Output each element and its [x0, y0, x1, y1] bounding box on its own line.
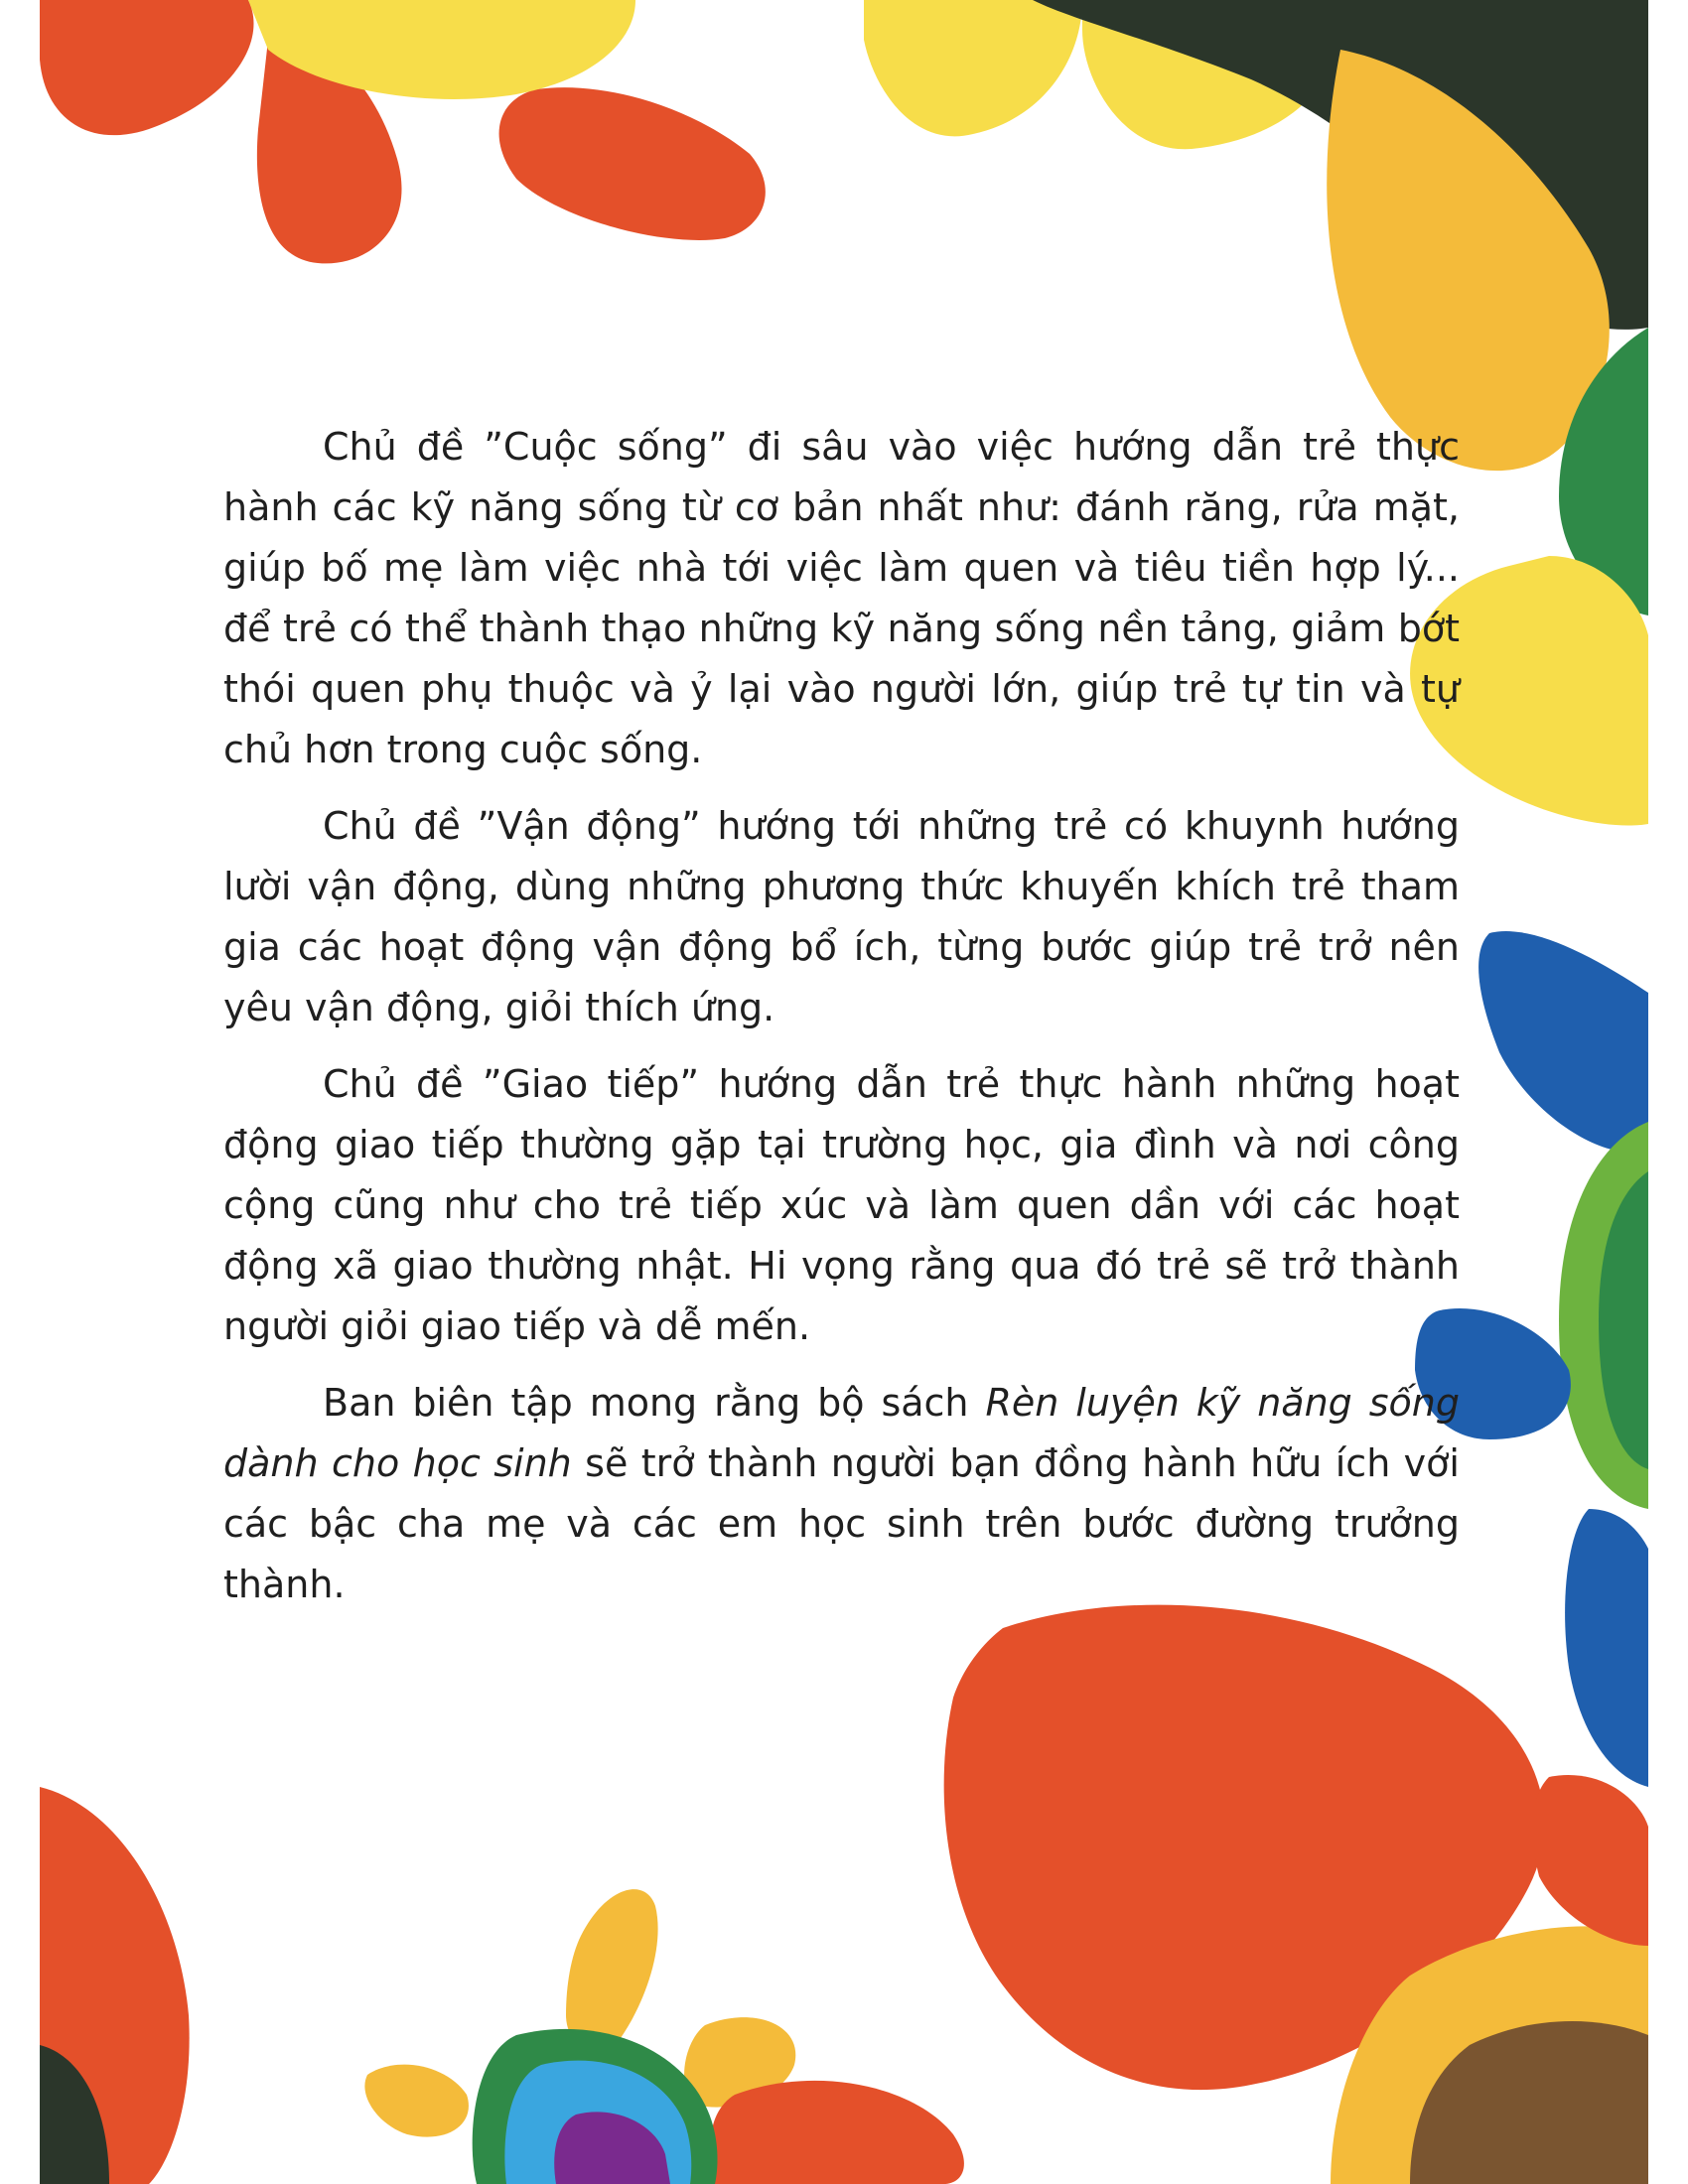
red-petal-bottom-right — [1532, 1775, 1648, 1946]
paragraph-lead-text: Ban biên tập mong rằng bộ sách — [323, 1381, 986, 1425]
amber-petal-bottom-center-3 — [364, 2065, 469, 2137]
paragraph-van-dong: Chủ đề ”Vận động” hướng tới những trẻ có khuynh hướng lười vận động, dùng những phương thức khuyến khích trẻ tham gia các hoạt động vận động bổ ích, từng bước giúp trẻ trở nên yêu vận động, giỏi thích ứng. — [223, 804, 1460, 1029]
amber-petal-bottom-center — [566, 1889, 658, 2053]
book-title: Rèn luyện kỹ năng sống dành cho học sinh — [223, 1381, 1460, 1485]
red-petal-top-left-3 — [499, 87, 766, 240]
paragraph-cuoc-song: Chủ đề ”Cuộc sống” đi sâu vào việc hướng dẫn trẻ thực hành các kỹ năng sống từ cơ bản nhất như: đánh răng, rửa mặt, giúp bố mẹ làm việc nhà tới việc làm quen và tiêu tiền hợp lý... để trẻ có thể thành thạo những kỹ năng sống nền tảng, giảm bớt thói quen phụ thuộc và ỷ lại vào người lớn, giúp trẻ tự tin và tự chủ hơn trong cuộc sống. — [223, 425, 1460, 771]
blue-petal-right-1 — [1478, 931, 1648, 1153]
yellow-petal-top-2 — [864, 0, 1082, 136]
paragraph-ban-bien-tap — [223, 1373, 1460, 1615]
red-petal-bottom-center — [710, 2081, 964, 2184]
body-text — [223, 417, 1460, 1631]
blue-petal-right-3 — [1565, 1509, 1648, 1787]
paragraph-tail-text: sẽ trở thành người bạn đồng hành hữu ích với các bậc cha mẹ và các em học sinh trên bước đường trưởng thành. — [223, 1441, 1460, 1606]
red-petal-top-left — [40, 0, 253, 135]
paragraph-giao-tiep: Chủ đề ”Giao tiếp” hướng dẫn trẻ thực hành những hoạt động giao tiếp thường gặp tại trường học, gia đình và nơi công cộng cũng như cho trẻ tiếp xúc và làm quen dần với các hoạt động xã giao thường nhật. Hi vọng rằng qua đó trẻ sẽ trở thành người giỏi giao tiếp và dễ mến. — [223, 1062, 1460, 1348]
